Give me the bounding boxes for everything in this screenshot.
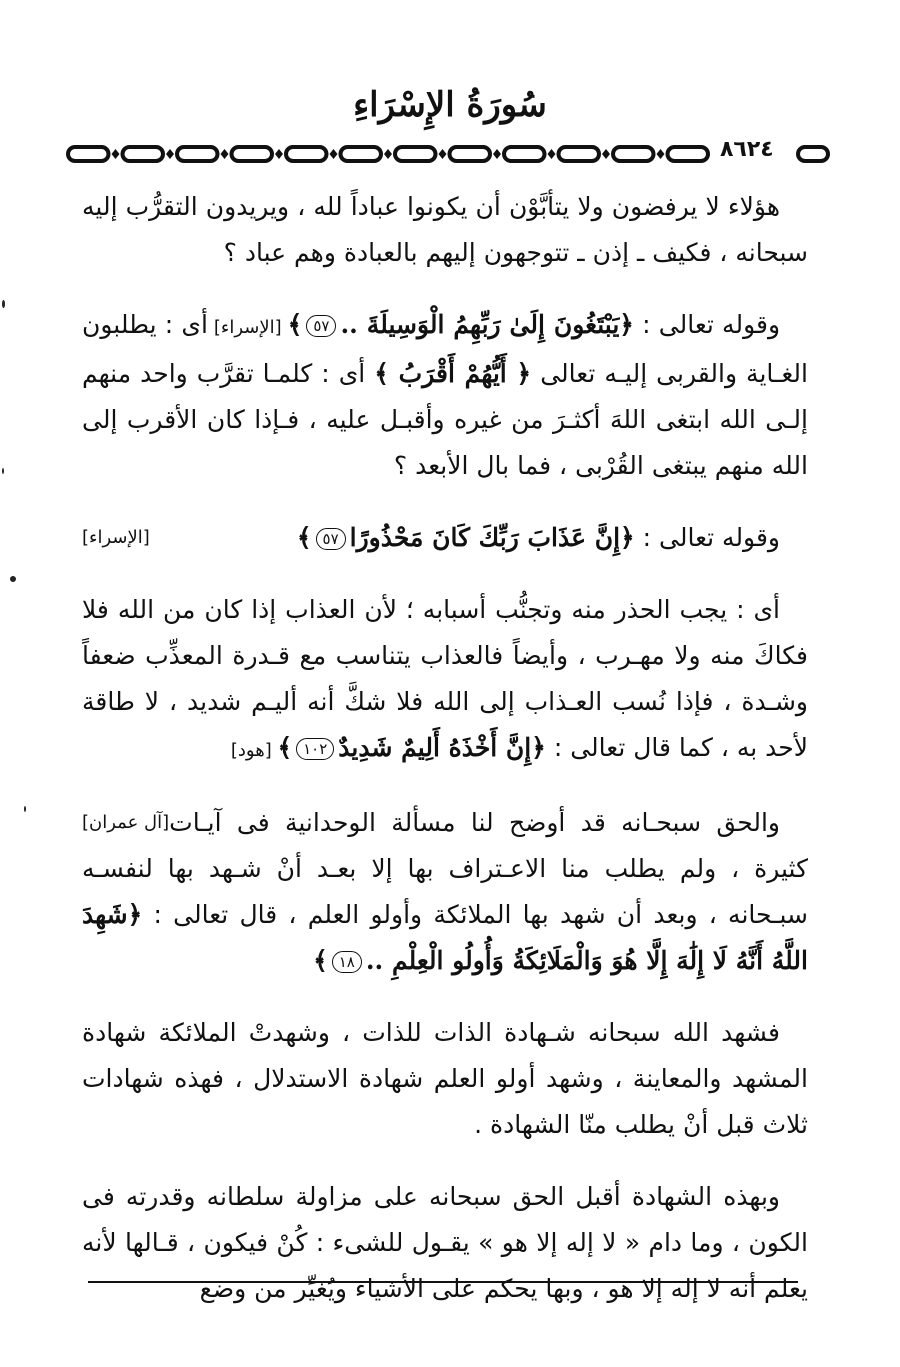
- paragraph: [82, 800, 808, 984]
- paragraph: [82, 1010, 808, 1148]
- body-text: [82, 184, 808, 1338]
- surah-title: سُورَةُ الإِسْرَاءِ: [353, 85, 547, 125]
- ornament-link: [341, 147, 382, 161]
- ornament-rule: [64, 144, 718, 164]
- margin-speck: [2, 300, 5, 308]
- quran-bracket: ﴿: [620, 523, 635, 552]
- paragraph-text: هؤلاء لا يرفضون ولا يتأبَّوْن أن يكونوا عباداً لله ، ويريدون التقرُّب إليه سبحانه ، فكيف ـ إذن ـ تتوجهون إليهم بالعبادة وهم عباد ؟: [82, 192, 808, 267]
- quran-verse: إِنَّ أَخْذَهُ أَلِيمٌ شَدِيدٌ: [338, 733, 532, 762]
- paragraph: [82, 302, 808, 489]
- quran-bracket: ﴾: [277, 733, 293, 762]
- quran-bracket: ﴿: [619, 310, 634, 339]
- paragraph-text: أى : يجب الحذر منه وتجنُّب أسبابه ؛ لأن العذاب إذا كان من الله فلا فكاكَ منه ولا مهـرب ، وأيضاً فالعذاب يتناسب مع قـدرة المعذِّب ضعفاً وشـدة ، فإذا نُسب العـذاب إلى الله فلا شكَّ أنه أليـم شديد ، لا طاقة لأحد به ، كما قال تعالى :: [82, 595, 808, 762]
- ornament-diamond: [166, 149, 174, 159]
- surah-reference: [الإسراء]: [82, 527, 150, 548]
- ornament-diamond: [221, 149, 229, 159]
- quran-bracket: ﴿: [127, 900, 143, 929]
- paragraph: [82, 1174, 808, 1312]
- quran-verse: يَبْتَغُونَ إِلَىٰ رَبِّهِمُ الْوَسِيلَةَ ..: [340, 310, 620, 339]
- quran-bracket: ﴾: [313, 946, 328, 975]
- ornament-link: [668, 147, 709, 161]
- paragraph-text: والحق سبحـانه قد أوضح لنا مسألة الوحدانية فى آيـات كثيرة ، ولم يطلب منا الاعـتراف بها إلا بعـد أنْ شـهد بها لنفسـه سبـحانه ، وبعد أن شهد بها الملائكة وأولو العلم ، قال تعالى :: [82, 808, 808, 929]
- paragraph-text: فشهد الله سبحانه شـهادة الذات للذات ، وشهدتْ الملائكة شهادة المشهد والمعاينة ، وشهد أولو العلم شهادة الاستدلال ، فهذه شهادات ثلاث قبل أنْ يطلب منّا الشهادة .: [82, 1018, 808, 1139]
- quran-bracket: ﴾: [296, 523, 312, 552]
- ornament-diamond: [439, 149, 447, 159]
- ornament-diamond: [548, 149, 556, 159]
- ornament-link: [613, 147, 654, 161]
- ornament-diamond: [384, 149, 392, 159]
- ornament-diamond: [493, 149, 501, 159]
- ornament-link: [232, 147, 273, 161]
- surah-reference: [آل عمران]: [82, 812, 170, 833]
- page-number: ٨٦٢٤: [720, 137, 774, 162]
- quran-verse: شَهِدَ اللَّهُ أَنَّهُ لَا إِلَٰهَ إِلَّا هُوَ وَالْمَلَائِكَةُ وَأُولُو الْعِلْمِ ..: [82, 900, 808, 975]
- ornament-diamond: [112, 149, 120, 159]
- paragraph-text: أى : كلمـا تقرَّب واحد منهم إلـى الله ابتغى اللهَ أكثـرَ من غيره وأقبـل عليه ، فـإذا كان الأقرب إلى الله منهم يبتغى القُرْبى ، فما بال الأبعد ؟: [82, 359, 808, 480]
- ayah-number: ٥٧: [316, 528, 346, 550]
- ornament-link: [68, 147, 109, 161]
- quran-bracket: ﴿: [516, 359, 532, 388]
- quran-bracket: ﴾: [374, 359, 389, 388]
- ornament-link: [504, 147, 545, 161]
- quran-bracket: ﴿: [531, 733, 546, 762]
- ornament-end: [796, 144, 830, 164]
- ayah-number: ١٨: [332, 951, 362, 973]
- surah-reference: [الإسراء]: [207, 317, 288, 338]
- ornament-link: [286, 147, 327, 161]
- ayah-number: ١٠٢: [296, 738, 334, 760]
- margin-speck: [2, 468, 4, 474]
- ornament-link: [123, 147, 164, 161]
- ornament-link: [395, 147, 436, 161]
- paragraph-text: وقوله تعالى :: [634, 523, 780, 552]
- margin-speck: [10, 576, 16, 582]
- ornament-link: [559, 147, 600, 161]
- ornament-diamond: [275, 149, 283, 159]
- ornament-diamond: [657, 149, 665, 159]
- ornament-diamond: [602, 149, 610, 159]
- paragraph-text: وبهذه الشهادة أقبل الحق سبحانه على مزاولة سلطانه وقدرته فى الكون ، وما دام « لا إله إلا هو » يقـول للشىء : كُنْ فيكون ، قـالها لأنه يعلم أنه لا إله إلا هو ، وبها يحكم على الأشياء ويُغيِّر من وضع: [82, 1182, 808, 1303]
- ayah-number: ٥٧: [306, 315, 336, 337]
- quran-verse: إِنَّ عَذَابَ رَبِّكَ كَانَ مَحْذُورًا: [349, 523, 621, 552]
- surah-reference: [هود]: [230, 740, 278, 761]
- paragraph: [82, 515, 808, 561]
- quran-verse: أَيُّهُمْ أَقْرَبُ: [388, 359, 517, 388]
- paragraph: [82, 587, 808, 774]
- margin-speck: [24, 806, 26, 812]
- footer-rule: [88, 1281, 798, 1283]
- ornament-diamond: [330, 149, 338, 159]
- ornament-link: [177, 147, 218, 161]
- ornament-link: [450, 147, 491, 161]
- paragraph-text: وقوله تعالى :: [633, 310, 781, 339]
- paragraph-text: أى : يطلبون الغـاية والقربى إليـه تعالى: [82, 310, 808, 388]
- quran-bracket: ﴾: [287, 310, 303, 339]
- paragraph: [82, 184, 808, 276]
